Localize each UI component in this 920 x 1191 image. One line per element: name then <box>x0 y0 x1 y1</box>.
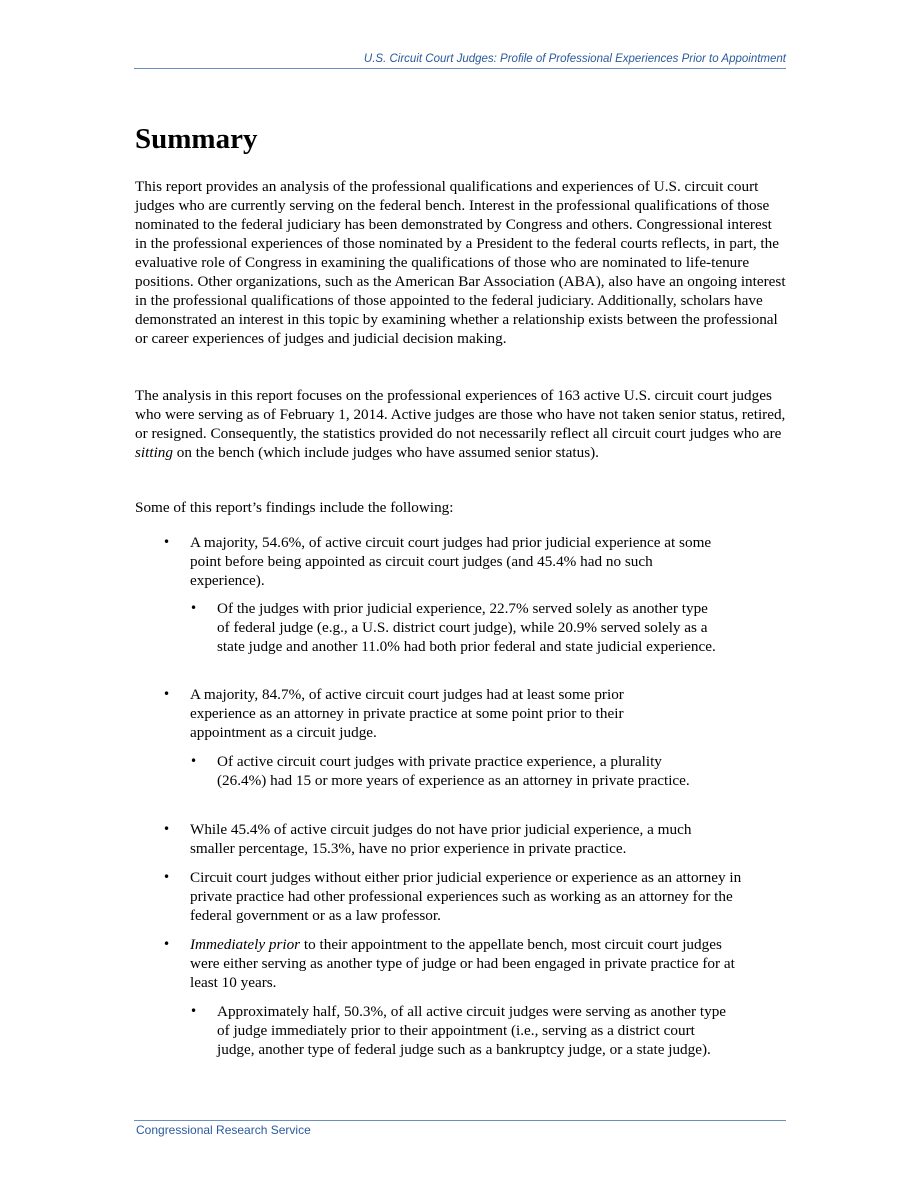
finding-5-rest: to their appointment to the appellate bench, most circuit court judges were either serving as another type of judge or had been engaged in private practice for at least 10 years. <box>190 936 735 991</box>
bullet-glyph: • <box>163 687 171 701</box>
bullet-glyph: • <box>163 937 171 951</box>
finding-sub-bullet-2 <box>190 752 710 790</box>
finding-sub-text-2: Of active circuit court judges with private practice experience, a plurality (26.4%) had 15 or more years of experience as an attorney in private practice. <box>217 753 690 789</box>
bullet-glyph: • <box>190 601 198 615</box>
finding-bullet-2 <box>163 685 673 742</box>
scope-text-b: on the bench (which include judges who have assumed senior status). <box>172 444 599 461</box>
finding-5-emphasis: Immediately prior <box>190 936 301 953</box>
bullet-glyph: • <box>163 822 171 836</box>
finding-bullet-1 <box>163 533 719 590</box>
scope-text-a: The analysis in this report focuses on the professional experiences of 163 active U.S. circuit court judges who were serving as of February 1, 2014. Active judges are those who have not taken senior status, retired, or resigned. Consequently, the statistics provided do not necessarily reflect all circuit court judges who are <box>135 387 786 442</box>
header-rule <box>134 68 786 69</box>
finding-bullet-5 <box>163 935 738 992</box>
scope-emphasis: sitting <box>135 444 173 461</box>
footer-rule <box>134 1120 786 1121</box>
running-footer: Congressional Research Service <box>136 1123 311 1137</box>
intro-paragraph: This report provides an analysis of the professional qualifications and experiences of U.S. circuit court judges who are currently serving on the federal bench. Interest in the professional qualifications of those nominated to the federal judiciary has been demonstrated by Congress and others. Congressional interest in the professional experiences of those nominated by a President to the federal courts reflects, in part, the evaluative role of Congress in examining the qualifications of those who are nominated to life-tenure positions. Other organizations, such as the American Bar Association (ABA), also have an ongoing interest in the professional qualifications of those appointed to the federal judiciary. Additionally, scholars have demonstrated an interest in this topic by examining whether a relationship exists between the professional or career experiences of judges and judicial decision making. <box>135 178 786 347</box>
finding-text-4: Circuit court judges without either prior judicial experience or experience as an attorney in private practice had other professional experiences such as working as an attorney for the federal government or as a law professor. <box>190 869 742 924</box>
finding-bullet-4 <box>163 868 743 925</box>
finding-text-2: A majority, 84.7%, of active circuit court judges had at least some prior experience as an attorney in private practice at some point prior to their appointment as a circuit judge. <box>190 686 624 741</box>
bullet-glyph: • <box>163 535 171 549</box>
finding-sub-text-5: Approximately half, 50.3%, of all active circuit judges were serving as another type of judge immediately prior to their appointment (i.e., serving as a district court judge, another type of federal judge such as a bankruptcy judge, or a state judge). <box>217 1003 727 1058</box>
finding-sub-bullet-5 <box>190 1002 730 1059</box>
finding-text-3: While 45.4% of active circuit judges do not have prior judicial experience, a much smaller percentage, 15.3%, have no prior experience in private practice. <box>190 821 692 857</box>
section-title: Summary <box>135 123 258 155</box>
bullet-glyph: • <box>190 754 198 768</box>
scope-paragraph <box>135 386 787 462</box>
findings-intro: Some of this report’s findings include the following: <box>135 499 454 516</box>
finding-sub-bullet-1 <box>190 599 720 656</box>
finding-sub-text-1: Of the judges with prior judicial experience, 22.7% served solely as another type of federal judge (e.g., a U.S. district court judge), while 20.9% served solely as a state judge and another 11.0% had both prior federal and state judicial experience. <box>217 600 716 655</box>
finding-text-1: A majority, 54.6%, of active circuit court judges had prior judicial experience at some point before being appointed as circuit court judges (and 45.4% had no such experience). <box>190 534 712 589</box>
running-header: U.S. Circuit Court Judges: Profile of Professional Experiences Prior to Appointment <box>363 53 786 65</box>
finding-bullet-3 <box>163 820 723 858</box>
bullet-glyph: • <box>163 870 171 884</box>
finding-text-5 <box>190 935 738 992</box>
bullet-glyph: • <box>190 1004 198 1018</box>
